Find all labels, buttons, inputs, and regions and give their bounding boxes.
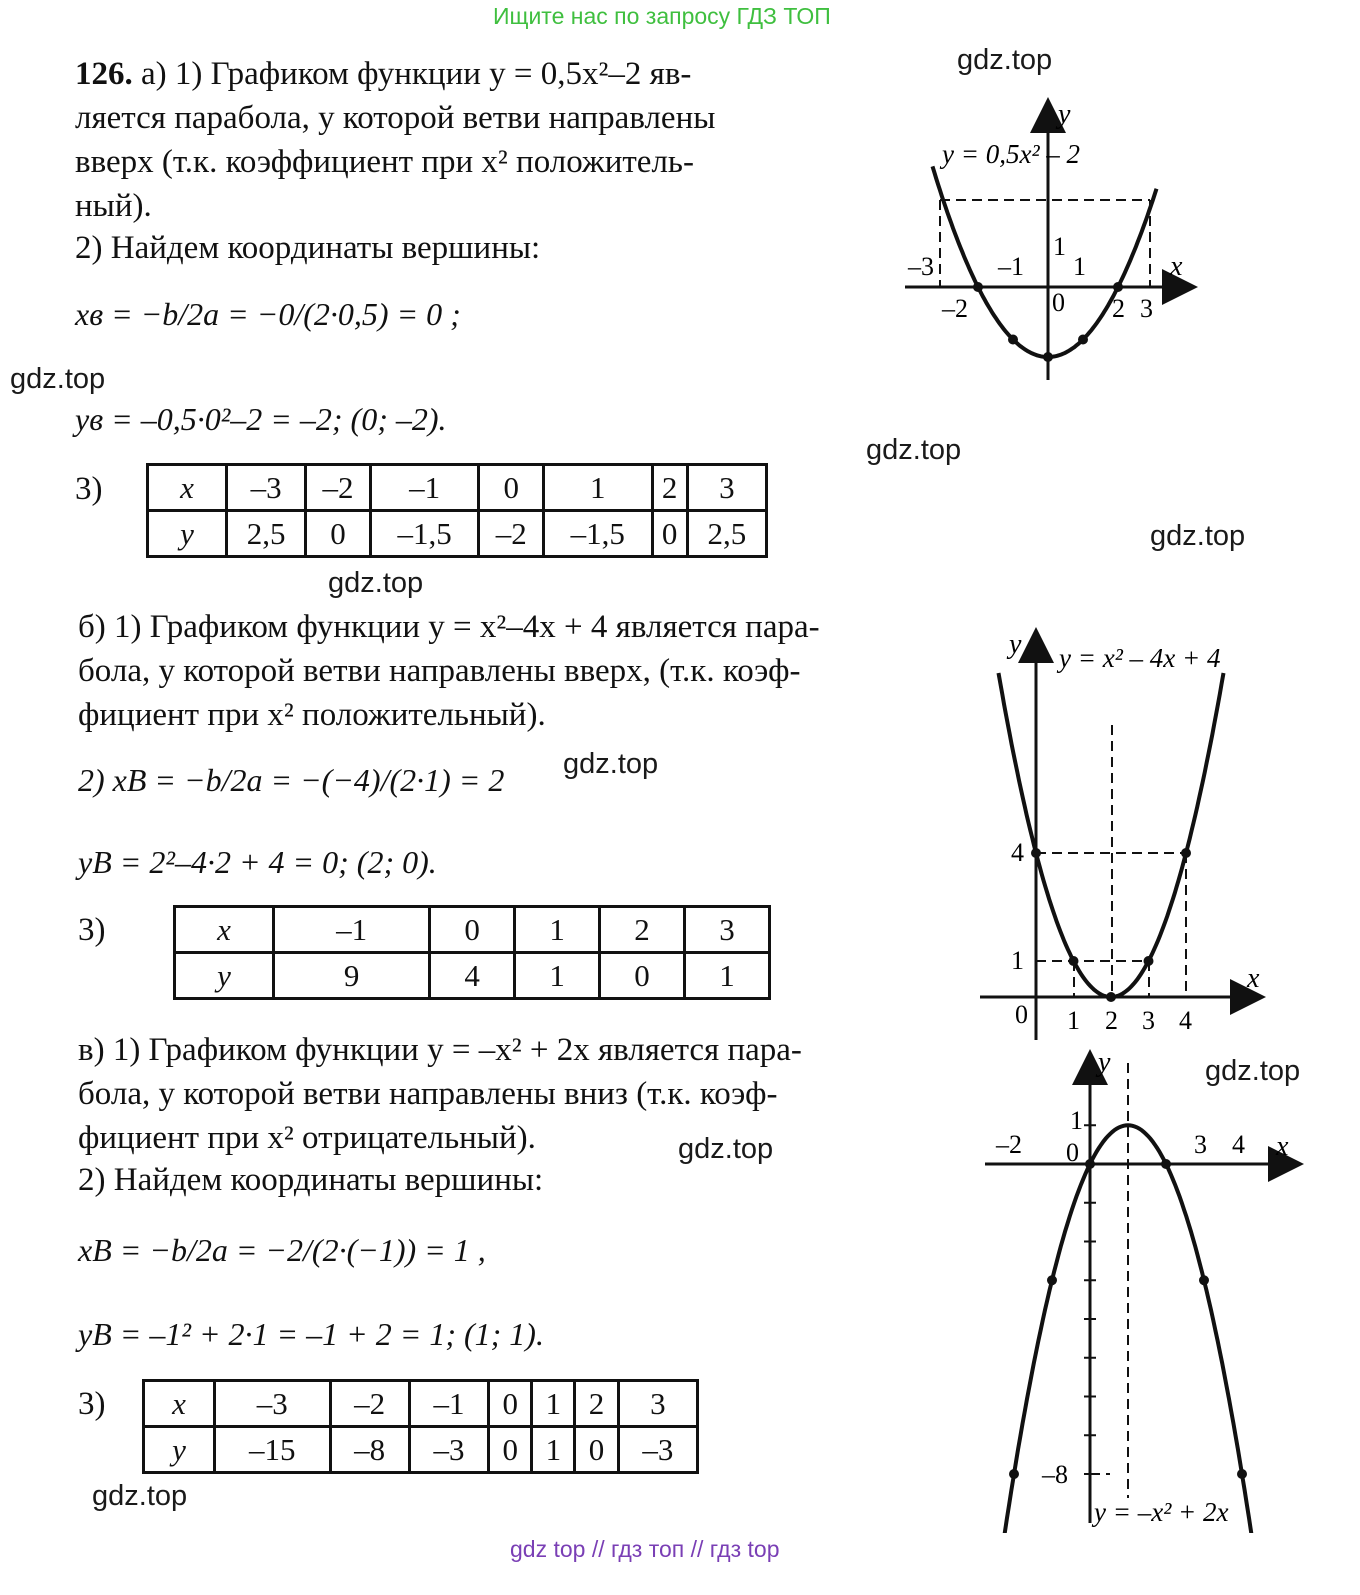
- part-a-line1: [75, 52, 691, 96]
- data-point: [1181, 848, 1191, 858]
- table-cell: –3: [618, 1427, 697, 1473]
- watermark: gdz.top: [10, 363, 106, 395]
- tick-label: 2: [1105, 1006, 1118, 1035]
- function-label: y = 0,5x² – 2: [942, 139, 1081, 169]
- watermark: gdz.top: [957, 44, 1053, 76]
- part-c-line3: фициент при x² отрицательный).: [78, 1120, 536, 1156]
- watermark: gdz.top: [1205, 1055, 1301, 1087]
- data-point: [1161, 1159, 1171, 1169]
- data-point: [1009, 1469, 1019, 1479]
- tick-label: 0: [1015, 1000, 1028, 1029]
- table-cell: 0: [489, 1427, 532, 1473]
- guide-lines: [1036, 725, 1186, 997]
- tick-label: 0: [1052, 288, 1065, 317]
- tick-label: –1: [998, 252, 1024, 281]
- axis-y-label: y: [1009, 629, 1022, 660]
- data-point: [1199, 1275, 1209, 1285]
- table-cell: 1: [543, 465, 652, 511]
- data-point: [1047, 1275, 1057, 1285]
- table-cell: –1: [409, 1381, 488, 1427]
- part-c-step3: 3): [78, 1386, 106, 1422]
- table-cell: –1: [370, 465, 479, 511]
- part-b-line1: б) 1) Графиком функции y = x²–4x + 4 является пара-: [78, 609, 820, 645]
- part-b-line2: бола, у которой ветви направлены вверх, (т.к. коэф-: [78, 653, 801, 689]
- table-cell: 1: [532, 1381, 575, 1427]
- watermark: gdz.top: [678, 1133, 774, 1165]
- table-cell: 3: [685, 907, 770, 953]
- table-cell: –8: [330, 1427, 409, 1473]
- problem-number: 126.: [75, 56, 133, 92]
- part-b-line3: фициент при x² положительный).: [78, 697, 546, 733]
- part-c-vertex-y: yB = –1² + 2·1 = –1 + 2 = 1; (1; 1).: [78, 1316, 544, 1352]
- tick-label: –2: [996, 1130, 1022, 1159]
- part-a-line4: ный).: [75, 188, 152, 224]
- axis-x-label: x: [1276, 1131, 1289, 1162]
- footer-links[interactable]: gdz top // гдз топ // гдз top: [510, 1536, 780, 1562]
- data-point: [1237, 1469, 1247, 1479]
- table-cell: –1: [274, 907, 430, 953]
- tick-label: 3: [1140, 294, 1153, 323]
- tick-label: 1: [1011, 946, 1024, 975]
- watermark: gdz.top: [328, 567, 424, 599]
- axis-x-label: x: [1247, 963, 1260, 994]
- row-header: y: [175, 953, 274, 999]
- graph-a: [890, 95, 1210, 385]
- data-point: [1113, 282, 1123, 292]
- tick-label: 2: [1112, 294, 1125, 323]
- values-table-b: [173, 905, 771, 1000]
- table-cell: 2: [575, 1381, 618, 1427]
- tick-label: 1: [1053, 232, 1066, 261]
- table-cell: 3: [687, 465, 766, 511]
- function-label: y = –x² + 2x: [1094, 1497, 1229, 1527]
- table-row: [175, 907, 770, 953]
- data-point: [1043, 352, 1053, 362]
- tick-label: –3: [908, 252, 934, 281]
- table-cell: 0: [479, 465, 544, 511]
- part-a-intro: а) 1) Графиком функции y = 0,5x²–2 яв-: [132, 56, 692, 92]
- part-a-step3: 3): [75, 471, 103, 507]
- table-cell: –2: [479, 511, 544, 557]
- tick-label: 0: [1066, 1138, 1079, 1167]
- site-banner[interactable]: Ищите нас по запросу ГДЗ ТОП: [493, 3, 831, 29]
- part-b-vertex-y: yB = 2²–4·2 + 4 = 0; (2; 0).: [78, 844, 437, 880]
- row-header: x: [144, 1381, 215, 1427]
- table-cell: 0: [652, 511, 687, 557]
- table-row: [148, 465, 767, 511]
- table-cell: 0: [306, 511, 371, 557]
- table-cell: 2: [600, 907, 685, 953]
- tick-label: 1: [1073, 252, 1086, 281]
- table-row: [175, 953, 770, 999]
- watermark: gdz.top: [1150, 520, 1246, 552]
- table-cell: –1,5: [543, 511, 652, 557]
- function-label: y = x² – 4x + 4: [1059, 643, 1221, 673]
- part-b-step3: 3): [78, 912, 106, 948]
- graph-b: [975, 625, 1275, 1045]
- table-cell: 4: [430, 953, 515, 999]
- table-row: [148, 511, 767, 557]
- part-a-line2: ляется парабола, у которой ветви направлены: [75, 100, 716, 136]
- tick-label: –2: [942, 294, 968, 323]
- part-a-step2: 2) Найдем координаты вершины:: [75, 230, 541, 266]
- tick-label: 1: [1070, 1106, 1083, 1135]
- table-cell: –3: [227, 465, 306, 511]
- values-table-c: [142, 1379, 699, 1474]
- tick-label: 3: [1194, 1130, 1207, 1159]
- part-a-line3: вверх (т.к. коэффициент при x² положитель-: [75, 144, 694, 180]
- row-header: x: [148, 465, 227, 511]
- table-cell: 1: [515, 953, 600, 999]
- tick-label: 4: [1179, 1006, 1192, 1035]
- table-cell: 0: [575, 1427, 618, 1473]
- table-cell: 1: [532, 1427, 575, 1473]
- data-point: [1144, 956, 1154, 966]
- graph-c: [980, 1043, 1310, 1533]
- axis-x-label: x: [1170, 251, 1183, 282]
- table-row: [144, 1381, 698, 1427]
- tick-label: 1: [1067, 1006, 1080, 1035]
- table-cell: 0: [489, 1381, 532, 1427]
- row-header: y: [144, 1427, 215, 1473]
- axis-y-label: y: [1058, 99, 1071, 130]
- data-point: [1078, 335, 1088, 345]
- axis-y-label: y: [1098, 1047, 1111, 1078]
- table-cell: 1: [685, 953, 770, 999]
- table-cell: –3: [409, 1427, 488, 1473]
- parabola-curve: [933, 166, 1157, 357]
- values-table-a: [146, 463, 768, 558]
- part-b-vertex-x: 2) xB = −b/2a = −(−4)/(2·1) = 2: [78, 762, 505, 798]
- watermark: gdz.top: [563, 748, 659, 780]
- part-c-line2: бола, у которой ветви направлены вниз (т.к. коэф-: [78, 1076, 778, 1112]
- table-cell: –2: [306, 465, 371, 511]
- table-row: [144, 1427, 698, 1473]
- tick-label: 4: [1011, 838, 1024, 867]
- table-cell: 0: [600, 953, 685, 999]
- data-point: [1106, 992, 1116, 1002]
- part-a-vertex-x: xв = −b/2a = −0/(2·0,5) = 0 ;: [75, 296, 461, 332]
- part-c-step2: 2) Найдем координаты вершины:: [78, 1162, 544, 1198]
- part-a-vertex-y: yв = –0,5·0²–2 = –2; (0; –2).: [75, 401, 447, 437]
- data-point: [973, 282, 983, 292]
- data-point: [1031, 848, 1041, 858]
- data-point: [1085, 1159, 1095, 1169]
- table-cell: 9: [274, 953, 430, 999]
- table-cell: 1: [515, 907, 600, 953]
- data-point: [1008, 335, 1018, 345]
- data-point: [1069, 956, 1079, 966]
- parabola-curve: [999, 673, 1224, 997]
- table-cell: 2: [652, 465, 687, 511]
- table-cell: 3: [618, 1381, 697, 1427]
- part-c-line1: в) 1) Графиком функции y = –x² + 2x является пара-: [78, 1032, 802, 1068]
- table-cell: 0: [430, 907, 515, 953]
- row-header: y: [148, 511, 227, 557]
- part-c-vertex-x: xB = −b/2a = −2/(2·(−1)) = 1 ,: [78, 1232, 486, 1268]
- table-cell: –1,5: [370, 511, 479, 557]
- tick-label: 3: [1142, 1006, 1155, 1035]
- table-cell: –2: [330, 1381, 409, 1427]
- table-cell: 2,5: [687, 511, 766, 557]
- tick-label: –8: [1042, 1460, 1068, 1489]
- watermark: gdz.top: [92, 1480, 188, 1512]
- tick-label: 4: [1232, 1130, 1245, 1159]
- table-cell: –15: [215, 1427, 331, 1473]
- table-cell: –3: [215, 1381, 331, 1427]
- table-cell: 2,5: [227, 511, 306, 557]
- row-header: x: [175, 907, 274, 953]
- watermark: gdz.top: [866, 434, 962, 466]
